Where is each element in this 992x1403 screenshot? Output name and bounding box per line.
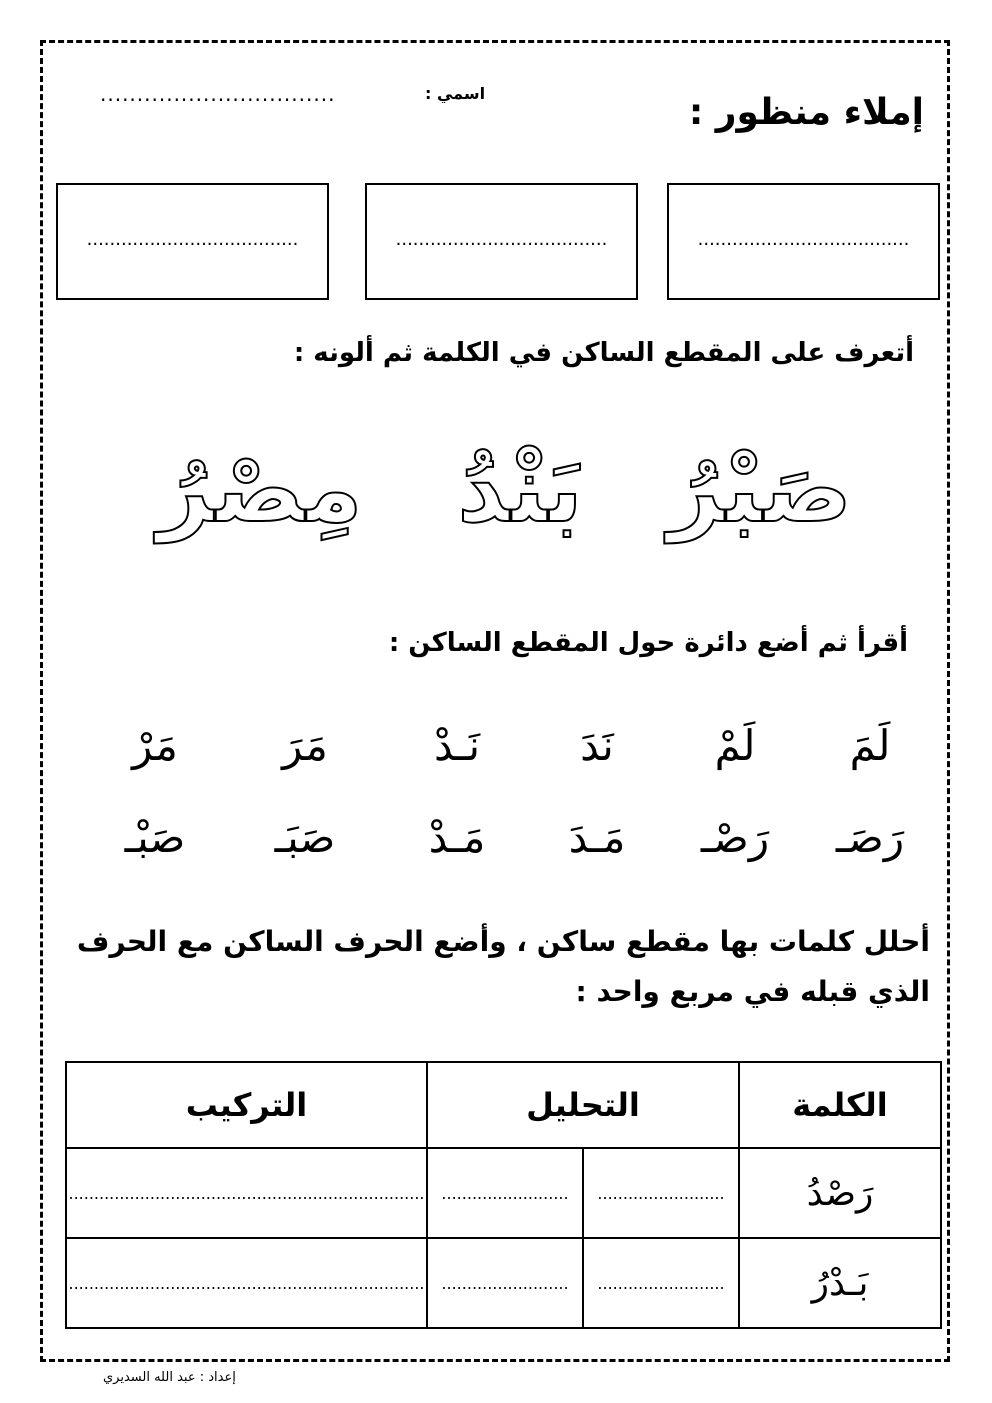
name-label: اسمي :: [425, 84, 486, 103]
syllable[interactable]: نَدَ: [580, 721, 614, 770]
syllable[interactable]: رَصْـ: [700, 813, 770, 862]
name-field[interactable]: ................................: [100, 82, 336, 106]
column-header-composition: التركيب: [66, 1062, 427, 1148]
analysis-table: [65, 1061, 942, 1329]
dictation-line: .....................................: [697, 229, 910, 250]
dictation-box-3[interactable]: [667, 183, 940, 300]
dictation-line: .....................................: [86, 229, 299, 250]
analysis-cell[interactable]: .........................: [427, 1238, 583, 1328]
dictation-box-2[interactable]: [365, 183, 638, 300]
big-word-misr[interactable]: مِصْرُ: [157, 436, 363, 543]
syllable[interactable]: مَرْ: [132, 721, 178, 770]
section1-heading: أتعرف على المقطع الساكن في الكلمة ثم ألونه :: [293, 338, 914, 368]
column-header-word: الكلمة: [739, 1062, 941, 1148]
analysis-cell[interactable]: .........................: [427, 1148, 583, 1238]
analysis-cell[interactable]: .........................: [583, 1148, 739, 1238]
syllable[interactable]: رَصَـ: [835, 813, 905, 862]
syllable[interactable]: مَـدْ: [428, 813, 486, 862]
column-header-analysis: التحليل: [427, 1062, 739, 1148]
dictation-line: .....................................: [395, 229, 608, 250]
row-word: بَـدْرُ: [739, 1238, 941, 1328]
syllable[interactable]: مَرَ: [282, 721, 328, 770]
big-word-band[interactable]: بَنْدُ: [457, 436, 583, 543]
syllable[interactable]: لَمَ: [849, 721, 891, 770]
syllable[interactable]: صَبْـ: [124, 813, 186, 862]
table-row: [66, 1238, 941, 1328]
table-row: [66, 1148, 941, 1238]
author-credit: إعداد : عبد الله السديري: [103, 1370, 236, 1385]
composition-cell[interactable]: ......................................................................: [66, 1148, 427, 1238]
syllable[interactable]: صَبَـ: [274, 813, 336, 862]
analysis-cell[interactable]: .........................: [583, 1238, 739, 1328]
section3-heading: أحلل كلمات بها مقطع ساكن ، وأضع الحرف الساكن مع الحرف الذي قبله في مربع واحد :: [76, 925, 930, 1008]
big-word-sabr[interactable]: صَبْرُ: [668, 436, 852, 543]
worksheet-title: إملاء منظور :: [688, 92, 924, 133]
syllable[interactable]: نَـدْ: [433, 721, 481, 770]
section2-heading: أقرأ ثم أضع دائرة حول المقطع الساكن :: [388, 628, 908, 658]
dictation-box-1[interactable]: [56, 183, 329, 300]
syllable[interactable]: لَمْ: [714, 721, 756, 770]
composition-cell[interactable]: ......................................................................: [66, 1238, 427, 1328]
syllable[interactable]: مَـدَ: [568, 813, 626, 862]
row-word: رَصْدُ: [739, 1148, 941, 1238]
